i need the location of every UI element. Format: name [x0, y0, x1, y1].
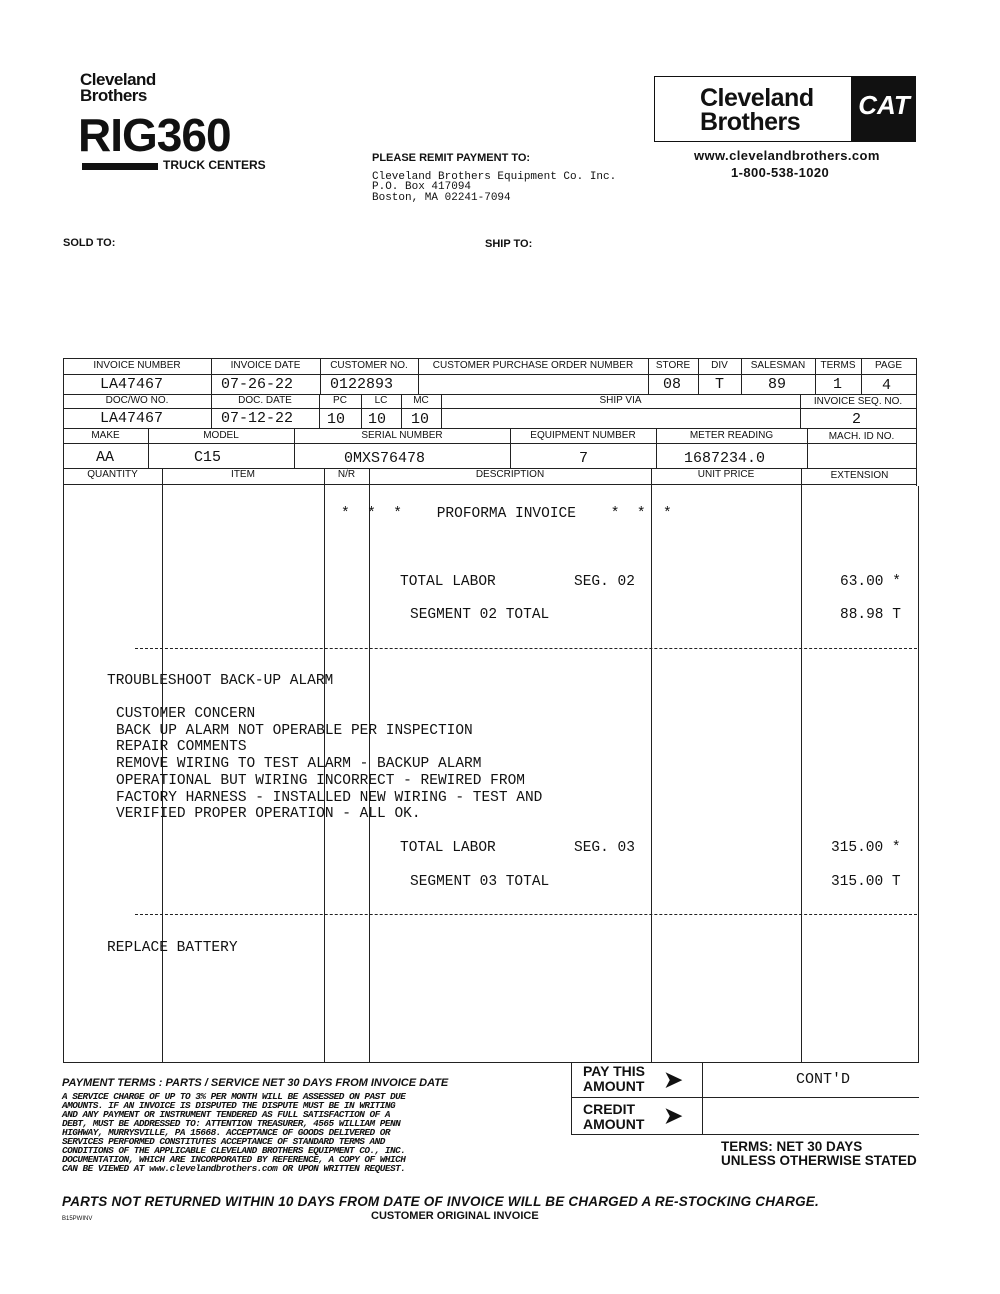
terms-line: DOCUMENTATION, WHICH ARE INCORPORATED BY REFERENCE, A COPY OF WHICH: [62, 1154, 406, 1165]
doc-wo-label: DOC/WO NO.: [105, 395, 169, 406]
serial-label: SERIAL NUMBER: [361, 430, 443, 441]
salesman-label: SALESMAN: [750, 360, 806, 371]
seg02-segment-total-amount: 88.98 T: [840, 607, 901, 623]
meter-label: METER READING: [689, 430, 774, 441]
arrow-right-icon: ➤: [664, 1067, 683, 1092]
remit-line: P.O. Box 417094: [372, 181, 472, 193]
remit-label: PLEASE REMIT PAYMENT TO:: [372, 152, 531, 164]
pay-this-line1: PAY THIS: [583, 1063, 645, 1079]
doc-date-label: DOC. DATE: [238, 395, 292, 406]
invoice-seq-value: 2: [852, 411, 862, 428]
quantity-header: QUANTITY: [87, 469, 138, 480]
grid-line: [918, 486, 919, 1062]
terms-value: 1: [833, 376, 843, 393]
comment-line: REMOVE WIRING TO TEST ALARM - BACKUP ALARM: [116, 756, 482, 772]
invoice-number-label: INVOICE NUMBER: [93, 360, 181, 371]
seg02-total-labor-amount: 63.00 *: [840, 574, 901, 590]
store-value: 08: [663, 376, 682, 393]
comment-line: OPERATIONAL BUT WIRING INCORRECT - REWIRED FROM: [116, 773, 525, 789]
pay-this-line2: AMOUNT: [583, 1078, 645, 1094]
customer-no-value: 0122893: [330, 376, 394, 393]
grid-line: [63, 358, 916, 359]
extension-header: EXTENSION: [830, 470, 889, 481]
invoice-seq-label: INVOICE SEQ. NO.: [813, 396, 903, 407]
terms-line: CONDITIONS OF THE APPLICABLE CLEVELAND BROTHERS EQUIPMENT CO., INC.: [62, 1145, 406, 1156]
equipment-value: 7: [579, 450, 589, 467]
mc-label: MC: [413, 395, 429, 406]
page-value: 4: [882, 377, 892, 394]
credit-amount-label: [583, 1102, 644, 1132]
terms-line: SERVICES PERFORMED CONSTITUTES ACCEPTANCE OF STANDARD TERMS AND: [62, 1136, 385, 1147]
model-value: C15: [194, 449, 222, 466]
seg03-total-labor: TOTAL LABOR SEG. 03: [400, 840, 635, 856]
equipment-label: EQUIPMENT NUMBER: [530, 430, 636, 441]
item-header: ITEM: [231, 469, 255, 480]
seg03-segment-total-amount: 315.00 T: [831, 874, 901, 890]
pay-box-line: [571, 1134, 919, 1135]
terms-line: HIGHWAY, MURRYSVILLE, PA 15668. ACCEPTANCE OF GOODS DELIVERED OR: [62, 1127, 391, 1138]
credit-line1: CREDIT: [583, 1101, 636, 1117]
make-value: AA: [96, 449, 115, 466]
cat-brand-line1: Cleveland: [700, 84, 814, 112]
customer-original-label: CUSTOMER ORIGINAL INVOICE: [371, 1210, 539, 1222]
sold-to-label: SOLD TO:: [63, 237, 116, 249]
terms-line: CAN BE VIEWED AT www.clevelandbrothers.com OR UPON WRITTEN REQUEST.: [62, 1163, 406, 1174]
nr-header: N/R: [337, 469, 356, 480]
payment-terms-heading: PAYMENT TERMS : PARTS / SERVICE NET 30 DAYS FROM INVOICE DATE: [62, 1077, 449, 1089]
rig360-subtitle: TRUCK CENTERS: [163, 158, 266, 172]
grid-line: [63, 443, 916, 444]
rig360-logo-bar: [82, 163, 158, 170]
rig360-brand-name: [80, 72, 156, 104]
invoice-date-value: 07-26-22: [221, 376, 294, 393]
po-number-label: CUSTOMER PURCHASE ORDER NUMBER: [432, 360, 634, 371]
remit-line: Boston, MA 02241-7094: [372, 192, 511, 204]
grid-line: [63, 484, 916, 485]
pay-this-amount-label: [583, 1064, 645, 1094]
terms-line: A SERVICE CHARGE OF UP TO 3% PER MONTH WILL BE ASSESSED ON PAST DUE: [62, 1091, 406, 1102]
rig360-logo: RIG360: [78, 109, 231, 161]
comment-line: BACK UP ALARM NOT OPERABLE PER INSPECTION: [116, 723, 473, 739]
pc-label: PC: [333, 395, 347, 406]
grid-line: [63, 428, 916, 429]
mach-id-label: MACH. ID NO.: [828, 431, 895, 442]
terms-line: AND ANY PAYMENT OR INSTRUMENT TENDERED AS FULL SATISFACTION OF A: [62, 1109, 391, 1120]
rig-brand-line2: Brothers: [80, 86, 147, 105]
phone-number: 1-800-538-1020: [731, 165, 830, 180]
comment-line: FACTORY HARNESS - INSTALLED NEW WIRING - TEST AND: [116, 790, 543, 806]
make-label: MAKE: [91, 430, 120, 441]
pay-amount-value: CONT'D: [796, 1071, 851, 1088]
lc-value: 10: [368, 411, 387, 428]
net-terms: [721, 1140, 917, 1168]
grid-line: [63, 358, 64, 1062]
terms-label: TERMS: [820, 360, 856, 371]
doc-date-value: 07-12-22: [221, 410, 294, 427]
grid-line: [63, 408, 916, 409]
pay-box-line: [571, 1097, 919, 1098]
arrow-right-icon: ➤: [664, 1103, 683, 1128]
grid-line: [651, 468, 652, 1062]
pc-value: 10: [327, 411, 346, 428]
doc-wo-value: LA47467: [100, 410, 164, 427]
invoice-number-value: LA47467: [100, 376, 164, 393]
invoice-date-label: INVOICE DATE: [230, 360, 301, 371]
grid-line: [63, 374, 916, 375]
restocking-notice: PARTS NOT RETURNED WITHIN 10 DAYS FROM DATE OF INVOICE WILL BE CHARGED A RE-STOCKING CHARGE.: [62, 1194, 819, 1209]
segment-separator: [135, 648, 917, 649]
cat-brand-name: [700, 86, 814, 134]
cat-brand-line2: Brothers: [700, 108, 801, 136]
comment-line: VERIFIED PROPER OPERATION - ALL OK.: [116, 806, 421, 822]
rig-brand-line1: Cleveland: [80, 70, 156, 89]
mc-value: 10: [411, 411, 430, 428]
seg02-segment-total: SEGMENT 02 TOTAL: [410, 607, 550, 623]
terms-line: DEBT, MUST BE ADDRESSED TO: ATTENTION TREASURER, 4565 WILLIAM PENN: [62, 1118, 401, 1129]
seg02-total-labor: TOTAL LABOR SEG. 02: [400, 574, 635, 590]
pay-box-line: [702, 1062, 703, 1134]
terms-line: AMOUNTS. IF AN INVOICE IS DISPUTED THE DISPUTE MUST BE IN WRITING: [62, 1100, 396, 1111]
div-label: DIV: [711, 360, 728, 371]
grid-line: [63, 1062, 919, 1063]
meter-value: 1687234.0: [684, 450, 766, 467]
cat-logo: CAT: [858, 90, 910, 120]
segment-separator: [135, 914, 917, 915]
comment-line: REPAIR COMMENTS: [116, 739, 247, 755]
credit-line2: AMOUNT: [583, 1116, 645, 1132]
seg03-total-labor-amount: 315.00 *: [831, 840, 901, 856]
page-label: PAGE: [874, 360, 903, 371]
website: www.clevelandbrothers.com: [694, 148, 880, 163]
proforma-heading: * * * PROFORMA INVOICE * * *: [341, 506, 672, 522]
net-terms-line2: UNLESS OTHERWISE STATED: [721, 1153, 917, 1168]
customer-no-label: CUSTOMER NO.: [330, 360, 408, 371]
seg04-title: REPLACE BATTERY: [107, 940, 238, 956]
grid-line: [916, 358, 917, 486]
ship-via-label: SHIP VIA: [599, 395, 642, 406]
net-terms-line1: TERMS: NET 30 DAYS: [721, 1139, 863, 1154]
seg03-title: TROUBLESHOOT BACK-UP ALARM: [107, 673, 334, 689]
pay-box-line: [571, 1062, 572, 1134]
form-id: B15PWINV: [62, 1216, 93, 1222]
comment-line: CUSTOMER CONCERN: [116, 706, 256, 722]
ship-to-label: SHIP TO:: [485, 238, 533, 250]
model-label: MODEL: [203, 430, 239, 441]
store-label: STORE: [655, 360, 691, 371]
description-header: DESCRIPTION: [475, 469, 545, 480]
salesman-value: 89: [768, 376, 787, 393]
grid-line: [801, 468, 802, 1062]
serial-value: 0MXS76478: [344, 450, 426, 467]
div-value: T: [715, 376, 725, 393]
lc-label: LC: [374, 395, 388, 406]
remit-line: Cleveland Brothers Equipment Co. Inc.: [372, 171, 617, 183]
seg03-segment-total: SEGMENT 03 TOTAL: [410, 874, 550, 890]
unit-price-header: UNIT PRICE: [697, 469, 755, 480]
